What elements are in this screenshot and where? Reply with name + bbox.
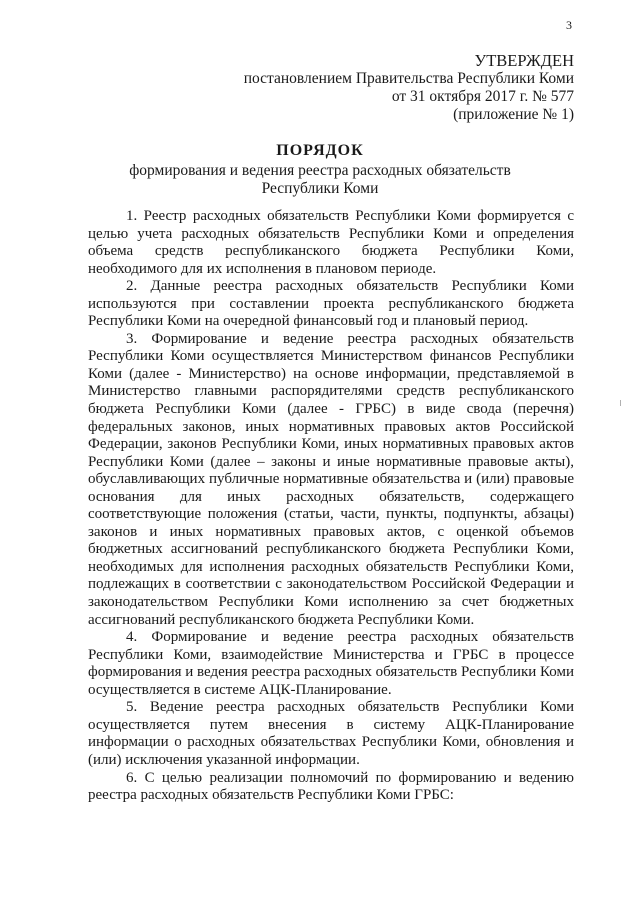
paragraph-2: 2. Данные реестра расходных обязательств Республики Коми используются при составлении проекта республиканского бюджета Республики Коми на очередной финансовый год и плановый период.: [88, 278, 574, 330]
title-main: ПОРЯДОК: [276, 142, 364, 159]
approval-line-decree: постановлением Правительства Республики Коми: [243, 70, 574, 87]
paragraph-4: 4. Формирование и ведение реестра расходных обязательств Республики Коми, взаимодействие Министерства и ГРБС в процессе формирования и ведения реестра расходных обязательств Республики Коми осуществляется в системе АЦК-Планирование.: [88, 629, 575, 698]
paragraph-5: 5. Ведение реестра расходных обязательств Республики Коми осуществляется путем внесения в систему АЦК-Планирование информации о расходных обязательствах Республики Коми, обновления и (или) исключения указанной информации.: [88, 699, 574, 768]
paragraph-1: 1. Реестр расходных обязательств Республики Коми формируется с целью учета расходных обязательств Республики Коми и определения объема средств республиканского бюджета Республики Коми, необходимого для их исполнения в плановом периоде.: [88, 208, 574, 277]
approval-block: [244, 52, 574, 124]
approval-line-appendix: (приложение № 1): [453, 106, 574, 123]
document-body: [88, 208, 574, 805]
scan-margin-mark: [620, 400, 621, 406]
paragraph-6: 6. С целью реализации полномочий по формированию и ведению реестра расходных обязательств Республики Коми ГРБС:: [88, 769, 574, 804]
paragraph-3: 3. Формирование и ведение реестра расходных обязательств Республики Коми осуществляется Министерством финансов Республики Коми (далее - Министерство) на основе информации, представляемой в Министерство главными распорядителями средств республиканского бюджета Республики Коми (далее - ГРБС) в виде свода (перечня) федеральных законов, иных нормативных правовых актов Российской Федерации, законов Республики Коми, иных нормативных правовых актов Республики Коми (далее – законы и иные нормативные правовые акты), обуславливающих публичные нормативные обязательства и (или) правовые основания для иных расходных обязательств, содержащего соответствующие положения (статьи, части, пункты, подпункты, абзацы) законов и иных нормативных правовых актов, с оценкой объемов бюджетных ассигнований республиканского бюджета Республики Коми, необходимых для исполнения расходных обязательств Республики Коми, подлежащих в соответствии с законодательством Российской Федерации и законодательством Республики Коми исполнению за счет бюджетных ассигнований республиканского бюджета Республики Коми.: [88, 330, 574, 628]
approval-line-date: от 31 октября 2017 г. № 577: [391, 88, 574, 105]
page-number: 3: [566, 18, 572, 32]
approval-heading: УТВЕРЖДЕН: [474, 51, 574, 70]
document-title: [0, 140, 640, 197]
title-subtitle-line-2: Республики Коми: [261, 179, 379, 197]
title-subtitle-line-1: формирования и ведения реестра расходных обязательств: [129, 162, 511, 179]
